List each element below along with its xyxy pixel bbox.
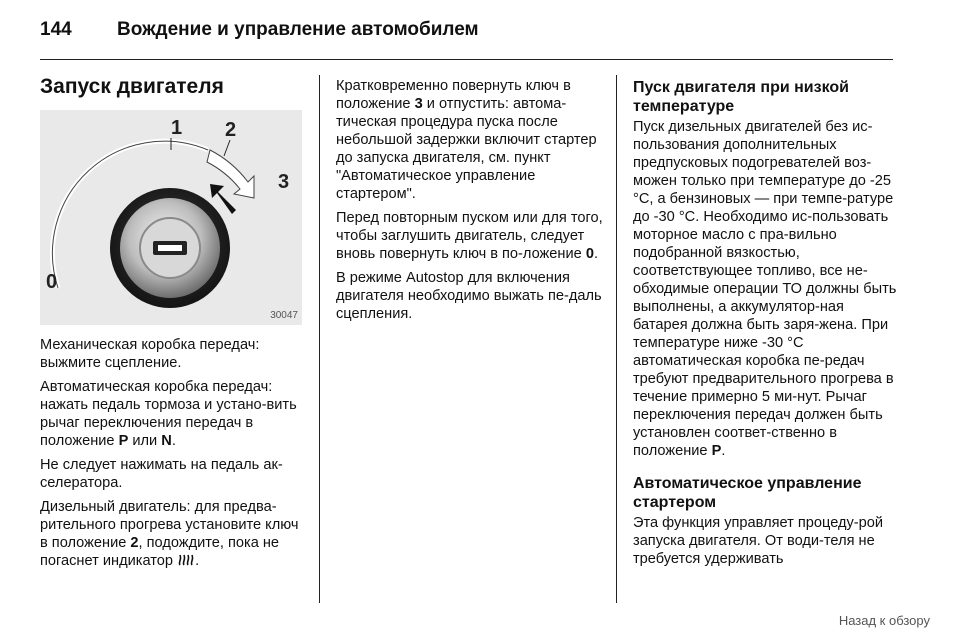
paragraph-autostop: В режиме Autostop для включения двигателя необходимо выжать пе-даль сцепления. [336, 270, 602, 322]
column-3 [633, 78, 899, 574]
ignition-figure [40, 110, 302, 325]
back-to-overview-link[interactable]: Назад к обзору [838, 613, 930, 628]
paragraph-diesel: Дизельный двигатель: для предва-рительного прогрева установите ключ в положение 2, подождите, пока не погаснет индикатор . [40, 499, 299, 569]
position-label-3: 3 [278, 171, 290, 193]
header-rule [40, 59, 893, 60]
paragraph-start: Кратковременно повернуть ключ в положение 3 и отпустить: автома-тическая процедура пуска после небольшой задержки включит стартер до запуска двигателя, см. пункт "Автоматическое управление стартером". [336, 78, 597, 202]
paragraph-manual: Механическая коробка передач: выжмите сцепление. [40, 337, 260, 371]
paragraph-accelerator: Не следует нажимать на педаль ак-селератора. [40, 457, 283, 491]
heading-starter-control: Автоматическое управление стартером [633, 475, 862, 511]
paragraph-automatic: Автоматическая коробка передач: нажать педаль тормоза и устано-вить рычаг переключения передач в положение P или N. [40, 379, 297, 449]
column-divider-1 [319, 75, 320, 603]
position-label-0: 0 [46, 271, 58, 293]
heading-cold-start: Пуск двигателя при низкой температуре [633, 79, 849, 115]
position-label-1: 1 [171, 117, 183, 139]
ignition-switch-illustration [40, 110, 302, 325]
paragraph-restart: Перед повторным пуском или для того, чтобы заглушить двигатель, следует вновь повернуть ключ в по-ложение 0. [336, 210, 603, 262]
column-divider-2 [616, 75, 617, 603]
paragraph-starter-control: Эта функция управляет процеду-рой запуска двигателя. От води-теля не требуется удерживать [633, 515, 884, 567]
position-label-2: 2 [225, 119, 237, 141]
column-2 [336, 77, 604, 329]
column-1 [40, 336, 306, 576]
glow-plug-indicator-icon [177, 553, 195, 567]
figure-number: 30047 [270, 310, 298, 321]
chapter-title: Вождение и управление автомобилем [117, 19, 479, 40]
page-number: 144 [40, 19, 72, 40]
section-title: Запуск двигателя [40, 75, 224, 98]
paragraph-cold-start: Пуск дизельных двигателей без ис-пользования дополнительных предпусковых подогревателей воз-можен только при температуре до -25 °C, а бензиновых — при темпе-ратуре до -30 °C. Необходимо ис-пользовать моторное масло с пра-вильно подобранной вязкостью, соответствующее топливо, все не-обходимые операции ТО должны быть выполнены, а аккумулятор-ная батарея должна быть заря-жена. При температуре ниже -30 °C автоматическая коробка пе-редач требуют предварительного прогрева в течение примерно 5 ми-нут. Рычаг переключения передач должен быть установлен соответ-ственно в положение P. [633, 119, 897, 459]
